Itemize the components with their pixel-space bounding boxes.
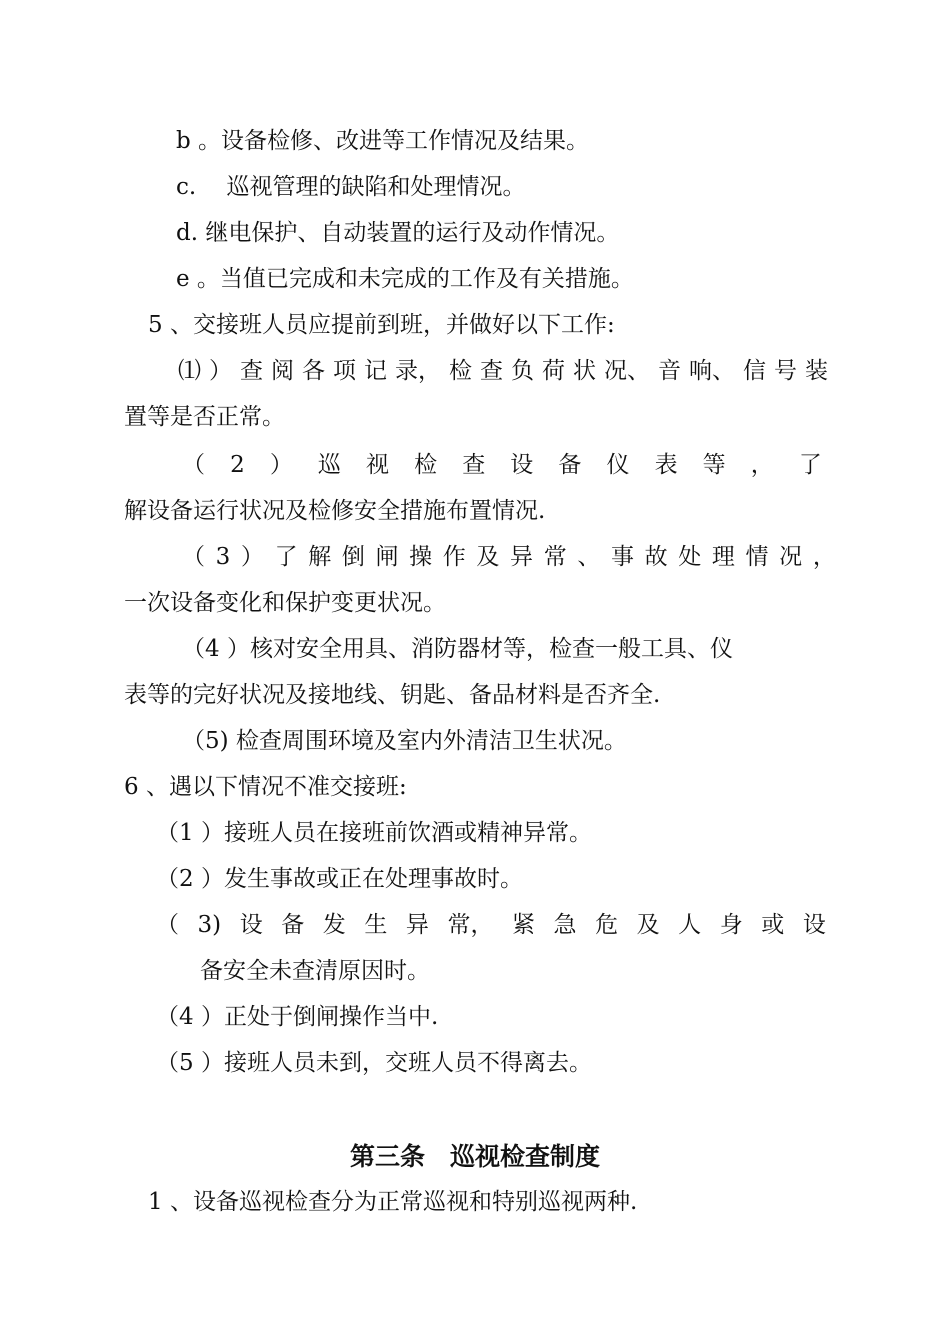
text-run: （: [182, 544, 205, 570]
text-run: 号: [774, 358, 797, 384]
text-run: 装: [805, 358, 828, 384]
text-run: 荷: [542, 358, 565, 384]
text-run: 记: [364, 358, 387, 384]
item6-sub2: （2 ）发生事故或正在处理事故时。: [156, 866, 523, 892]
text-run: 负: [511, 358, 534, 384]
text-run: 巡: [317, 452, 341, 478]
item5-sub3-continuation: 一次设备变化和保护变更状况。: [124, 590, 446, 616]
text-run: 信: [743, 358, 766, 384]
text-run: 人: [678, 912, 702, 938]
text-run: 理: [711, 544, 735, 570]
text-run: 况: [779, 544, 803, 570]
text-run: 等: [702, 452, 726, 478]
text-run: 生: [364, 912, 388, 938]
article3-item1: 1 、设备巡视检查分为正常巡视和特别巡视两种.: [148, 1189, 638, 1215]
text-run: 检: [414, 452, 438, 478]
list-item-b: b 。设备检修、改进等工作情况及结果。: [176, 128, 590, 154]
text-run: 备: [558, 452, 582, 478]
text-run: 2: [230, 452, 245, 478]
item5-sub2-first-line: [182, 450, 822, 480]
item6-sub4: （4 ）正处于倒闸操作当中.: [156, 1004, 439, 1030]
text-run: 闸: [375, 544, 399, 570]
item5-sub4-first-line: （4 ）核对安全用具、消防器材等，检查一般工具、仪: [182, 636, 733, 662]
text-run: 况、: [604, 358, 650, 384]
text-run: 设: [239, 912, 263, 938]
text-run: （: [182, 452, 205, 478]
text-run: 紧: [511, 912, 535, 938]
text-run: 阅: [271, 358, 294, 384]
text-run: 常，: [447, 912, 494, 938]
item6-heading: 6 、遇以下情况不准交接班:: [124, 774, 407, 800]
text-run: ，: [750, 452, 774, 478]
text-run: 检: [449, 358, 472, 384]
text-run: 了: [798, 452, 822, 478]
text-run: 设: [510, 452, 534, 478]
text-run: 倒: [341, 544, 365, 570]
text-run: 查: [462, 452, 486, 478]
text-run: 及: [636, 912, 660, 938]
text-run: 各: [302, 358, 325, 384]
text-run: 故: [644, 544, 668, 570]
item5-sub2-continuation: 解设备运行状况及检修安全措施布置情况.: [124, 498, 546, 524]
text-run: 查: [240, 358, 263, 384]
text-run: ⑴: [178, 358, 201, 384]
text-run: 表: [654, 452, 678, 478]
item6-sub1: （1 ）接班人员在接班前饮酒或精神异常。: [156, 820, 592, 846]
text-run: 、: [577, 544, 601, 570]
item6-sub3-continuation: 备安全未查清原因时。: [200, 958, 430, 984]
item6-sub3-first-line: [156, 910, 826, 940]
text-run: 发: [322, 912, 346, 938]
item5-sub4-continuation: 表等的完好状况及接地线、钥匙、备品材料是否齐全.: [124, 682, 661, 708]
text-run: 设: [802, 912, 826, 938]
text-run: 录，: [395, 358, 441, 384]
text-run: ）: [269, 452, 293, 478]
text-run: 了: [274, 544, 298, 570]
text-run: 危: [595, 912, 619, 938]
text-run: 情: [745, 544, 769, 570]
item5-sub1-continuation: 置等是否正常。: [124, 404, 285, 430]
list-item-e: e 。当值已完成和未完成的工作及有关措施。: [176, 266, 634, 292]
text-run: 3: [215, 544, 231, 570]
text-run: 状: [573, 358, 596, 384]
text-run: 异: [510, 544, 534, 570]
text-run: （: [156, 912, 179, 938]
text-run: 项: [333, 358, 356, 384]
item6-sub5: （5 ）接班人员未到，交班人员不得离去。: [156, 1050, 592, 1076]
text-run: ）: [240, 544, 264, 570]
text-run: 处: [678, 544, 702, 570]
text-run: 操: [409, 544, 433, 570]
text-run: 视: [366, 452, 390, 478]
text-run: 备: [281, 912, 305, 938]
item5-sub1-first-line: [178, 356, 828, 386]
list-item-d: d. 继电保护、自动装置的运行及动作情况。: [176, 220, 620, 246]
text-run: 事: [610, 544, 634, 570]
article3-title: 第三条 巡视检查制度: [349, 1142, 600, 1171]
text-run: 急: [553, 912, 577, 938]
text-run: 查: [480, 358, 503, 384]
text-run: 3): [197, 912, 222, 938]
text-run: 仪: [606, 452, 630, 478]
text-run: 解: [308, 544, 332, 570]
text-run: 或: [761, 912, 785, 938]
text-run: 常: [543, 544, 567, 570]
text-run: 及: [476, 544, 500, 570]
text-run: ，: [812, 544, 836, 570]
item5-sub5: （5) 检查周围环境及室内外清洁卫生状况。: [182, 728, 627, 754]
item5-sub3-first-line: [182, 542, 836, 572]
list-item-c: c. 巡视管理的缺陷和处理情况。: [176, 174, 526, 200]
text-run: 作: [442, 544, 466, 570]
text-run: 音: [658, 358, 681, 384]
text-run: 身: [719, 912, 743, 938]
text-run: 响、: [689, 358, 735, 384]
text-run: 异: [405, 912, 429, 938]
text-run: ）: [209, 358, 232, 384]
item5-heading: 5 、交接班人员应提前到班，并做好以下工作:: [148, 312, 615, 338]
